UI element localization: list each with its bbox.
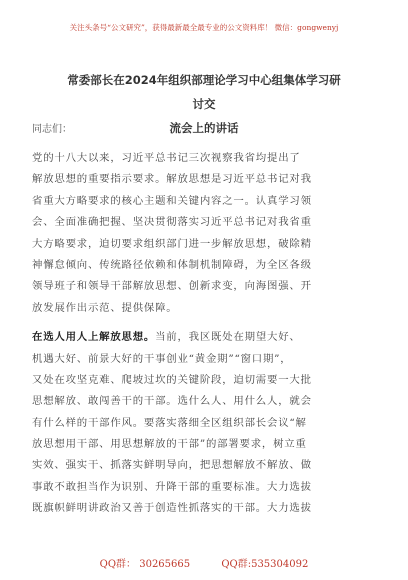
paragraph-line: 有什么样的干部作风。要落实落细全区组织部长会议“解 <box>32 416 307 429</box>
paragraph-line: 领导班子和领导干部解放思想、创新求变，向海图强、开 <box>32 280 312 293</box>
paragraph-line: 大方略要求，迫切要求组织部门进一步解放思想，破除精 <box>32 237 312 250</box>
document-body <box>32 148 378 520</box>
footer-qq-group-1: QQ群： 30265665 <box>99 559 191 570</box>
paragraph-line: 既旗帜鲜明讲政治又善于创造性抓落实的干部。大力选拔 <box>32 502 312 515</box>
document-title <box>66 68 342 140</box>
paragraph-line: 会、全面准确把握、坚决贯彻落实习近平总书记对我省重 <box>32 216 312 229</box>
paragraph-line: 放发展作出示范、提供保障。 <box>32 301 178 314</box>
paragraph-2 <box>32 327 378 520</box>
paragraph-1 <box>32 148 378 319</box>
salutation: 同志们： <box>32 124 72 135</box>
document-title-line-1: 常委部长在2024年组织部理论学习中心组集体学习研讨交 <box>67 73 341 111</box>
paragraph-line: 解放思想的重要指示要求。解放思想是习近平总书记对我 <box>32 173 312 186</box>
paragraph-line: 又处在攻坚克难、爬坡过坎的关键阶段，迫切需要一大批 <box>32 373 312 386</box>
section-heading: 在选人用人上解放思想。 <box>32 331 156 344</box>
paragraph-line <box>32 327 378 348</box>
paragraph-line: 放思想用干部、用思想解放的干部”的部署要求，树立重 <box>32 438 307 451</box>
footer-qq-group-2: QQ群:535304092 <box>221 559 309 570</box>
paragraph-line: 省重大方略要求的核心主题和关键内容之一。认真学习领 <box>32 194 312 207</box>
paragraph-line: 神懈怠倾向、传统路径依赖和体制机制障碍，为全区各级 <box>32 258 312 271</box>
header-banner: 关注头条号“公文研究”，获得最新最全最专业的公文资料库！ 微信：gongwenyj <box>69 23 339 32</box>
paragraph-line: 思想解放、敢闯善干的干部。选什么人、用什么人，就会 <box>32 395 312 408</box>
paragraph-line: 事敢不敢担当作为识别、升降干部的重要标准。大力选拔 <box>32 480 312 493</box>
paragraph-text: 当前，我区既处在期望大好、 <box>155 331 301 344</box>
document-title-line-2: 流会上的讲话 <box>169 121 239 135</box>
footer-qq-groups <box>0 555 408 570</box>
paragraph-line: 党的十八大以来，习近平总书记三次视察我省均提出了 <box>32 152 301 164</box>
paragraph-line: 机遇大好、前景大好的干事创业“黄金期”“窗口期”， <box>32 352 292 365</box>
paragraph-line: 实效、强实干、抓落实鲜明导向，把思想解放不解放、做 <box>32 459 312 472</box>
